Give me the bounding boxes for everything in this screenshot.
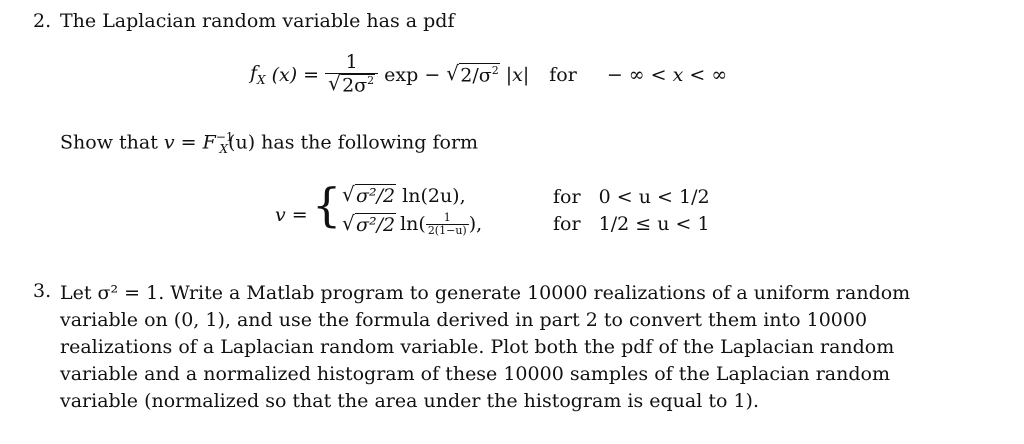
problem-2-number: 2.: [33, 10, 52, 32]
pdf-for: for: [549, 63, 577, 86]
problem-3-text: Let σ² = 1. Write a Matlab program to generate 10000 realizations of a uniform random variable on (0, 1), and use the formula derived in part 2 to convert them into 10000 realizations of a Laplacian random variable. Plot both the pdf of the Laplacian random variable and a normalized histogram of these 10000 samples of the Laplacian random variable (normalized so that the area under the histogram is equal to 1).: [60, 282, 911, 412]
pdf-exp-root: √ $2/\sigma^2$: [446, 63, 499, 86]
pdf-abs-x: |x|: [505, 63, 530, 86]
pdf-exp: exp −: [384, 63, 441, 86]
show-that-line: Show that $v = F^{-1}_X(u)$ has the following form: [60, 130, 479, 157]
piecewise-v-label: v =: [275, 204, 308, 226]
pdf-range: − ∞ < x < ∞: [606, 63, 728, 86]
case-2-condition: for 1/2 ≤ u < 1: [553, 213, 710, 235]
problem-2-intro: The Laplacian random variable has a pdf: [60, 10, 455, 32]
pdf-arg: (x) =: [271, 63, 320, 86]
case-2-expr: √ σ²/2 ln( 1 2(1−u) ),: [342, 212, 482, 237]
pdf-fraction: 1 √ $2\sigma^2$: [325, 52, 378, 97]
pdf-equation: [250, 52, 727, 97]
case-1-expr: √ σ²/2 ln(2u),: [342, 184, 466, 207]
piecewise-brace: {: [312, 178, 342, 232]
pdf-lhs: $f_X$: [250, 62, 266, 87]
case-1-condition: for 0 < u < 1/2: [553, 186, 710, 208]
problem-3-number: 3.: [33, 280, 52, 302]
